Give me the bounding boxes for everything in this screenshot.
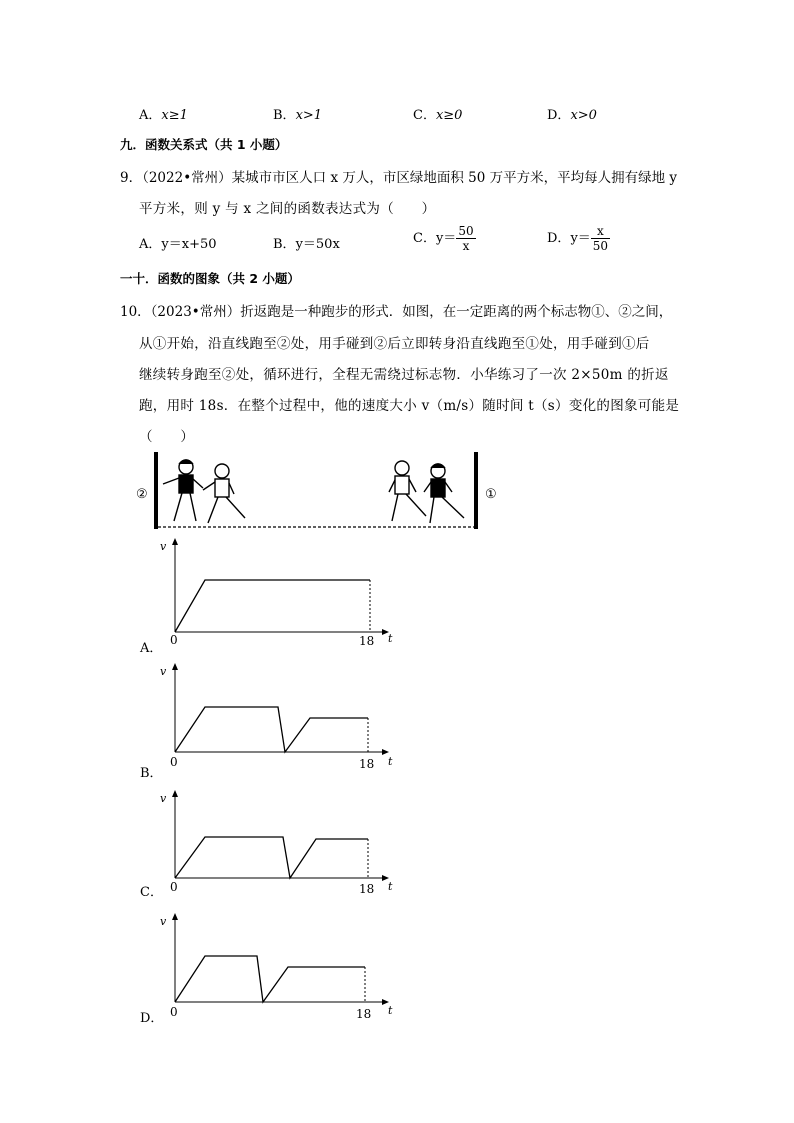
fraction-numerator: 50 <box>458 224 474 238</box>
marker-post-left <box>154 452 158 529</box>
q8-option-b[interactable] <box>273 104 322 123</box>
end-tick-label: 18 <box>359 882 375 896</box>
option-label: B． <box>140 766 163 781</box>
graph-option-b[interactable] <box>130 655 410 781</box>
velocity-curve <box>175 956 365 1002</box>
question-10-line1: 10．（2023•常州）折返跑是一种跑步的形式．如图，在一定距离的两个标志物①、②之间， <box>120 304 673 320</box>
option-label: A． <box>140 641 163 656</box>
question-10-line2: 从①开始，沿直线跑至②处，用手碰到②后立即转身沿直线跑至①处，用手碰到①后 <box>139 336 650 352</box>
option-expr: y＝50x <box>295 237 340 252</box>
option-expr: x>0 <box>570 108 597 123</box>
y-axis-arrow <box>172 538 178 545</box>
end-tick-label: 18 <box>356 1007 372 1021</box>
fraction <box>456 224 475 253</box>
y-axis-arrow <box>172 790 178 797</box>
marker-post-right <box>474 452 478 529</box>
origin-label: 0 <box>170 1005 178 1019</box>
y-axis-label: v <box>160 915 167 928</box>
x-axis-label: t <box>388 1004 393 1017</box>
runner-icon <box>163 460 203 521</box>
option-label: C． <box>413 108 436 123</box>
marker-label-2: ② <box>136 487 148 502</box>
option-label: B． <box>273 108 296 123</box>
option-label: A． <box>139 108 162 123</box>
question-10-line5: （ ） <box>139 429 195 445</box>
option-expr: x>1 <box>295 108 323 123</box>
graph-option-c[interactable] <box>130 780 410 906</box>
marker-label-1: ① <box>485 487 497 502</box>
origin-label: 0 <box>170 755 178 769</box>
shuttle-run-illustration <box>130 448 510 532</box>
x-axis-label: t <box>388 632 393 645</box>
velocity-curve <box>175 837 368 878</box>
question-10-line4: 跑，用时 18s．在整个过程中，他的速度大小 v（m/s）随时间 t（s）变化的图象可能是 <box>139 398 680 414</box>
option-label: C． <box>413 231 436 246</box>
option-expr-prefix: y＝ <box>570 231 591 246</box>
y-axis-label: v <box>160 665 167 678</box>
x-axis-label: t <box>388 755 393 768</box>
q9-option-b[interactable] <box>273 233 340 252</box>
end-tick-label: 18 <box>359 634 375 648</box>
option-expr: x≥0 <box>435 108 463 123</box>
q8-option-d[interactable] <box>547 104 597 123</box>
option-label: D． <box>547 108 571 123</box>
y-axis-label: v <box>160 540 167 553</box>
option-expr: y＝x+50 <box>161 237 217 252</box>
q8-option-a[interactable] <box>139 104 188 123</box>
y-axis-label: v <box>160 792 167 805</box>
origin-label: 0 <box>170 633 178 647</box>
option-label: C． <box>140 885 163 900</box>
option-expr-prefix: y＝ <box>435 231 457 246</box>
section-title: 一十．函数的图象（共 2 小题） <box>120 271 300 286</box>
option-label: D． <box>140 1011 164 1026</box>
end-tick-label: 18 <box>359 757 375 771</box>
option-label: B． <box>273 237 296 252</box>
question-9-line2: 平方米，则 y 与 x 之间的函数表达式为（ ） <box>139 201 436 217</box>
section-title: 九．函数关系式（共 1 小题） <box>120 137 288 152</box>
runner-icon <box>203 464 245 523</box>
question-10-line3: 继续转身跑至②处，循环进行，全程无需绕过标志物．小华练习了一次 2×50m 的折返 <box>139 367 669 383</box>
x-axis-label: t <box>388 880 393 893</box>
option-label: D． <box>547 231 571 246</box>
q8-option-c[interactable] <box>413 104 462 123</box>
q9-option-d[interactable] <box>547 224 610 253</box>
graph-option-a[interactable] <box>130 530 410 656</box>
graph-option-d[interactable] <box>130 905 410 1031</box>
velocity-curve <box>175 707 368 752</box>
fraction-denominator: 50 <box>592 239 609 253</box>
fraction-numerator: x <box>591 224 610 239</box>
velocity-curve <box>175 580 370 632</box>
q9-option-c[interactable] <box>413 224 476 253</box>
option-expr: x≥1 <box>161 108 188 123</box>
fraction-denominator: x <box>462 239 470 253</box>
y-axis-arrow <box>172 913 178 920</box>
option-label: A． <box>139 237 162 252</box>
runner-icon <box>424 464 464 523</box>
question-9-line1: 9．（2022•常州）某城市市区人口 x 万人，市区绿地面积 50 万平方米，平均每人拥有绿地 y <box>120 170 678 186</box>
y-axis-arrow <box>172 663 178 670</box>
q9-option-a[interactable] <box>139 233 217 252</box>
origin-label: 0 <box>170 880 178 894</box>
runner-icon <box>389 461 426 521</box>
fraction <box>591 224 610 253</box>
